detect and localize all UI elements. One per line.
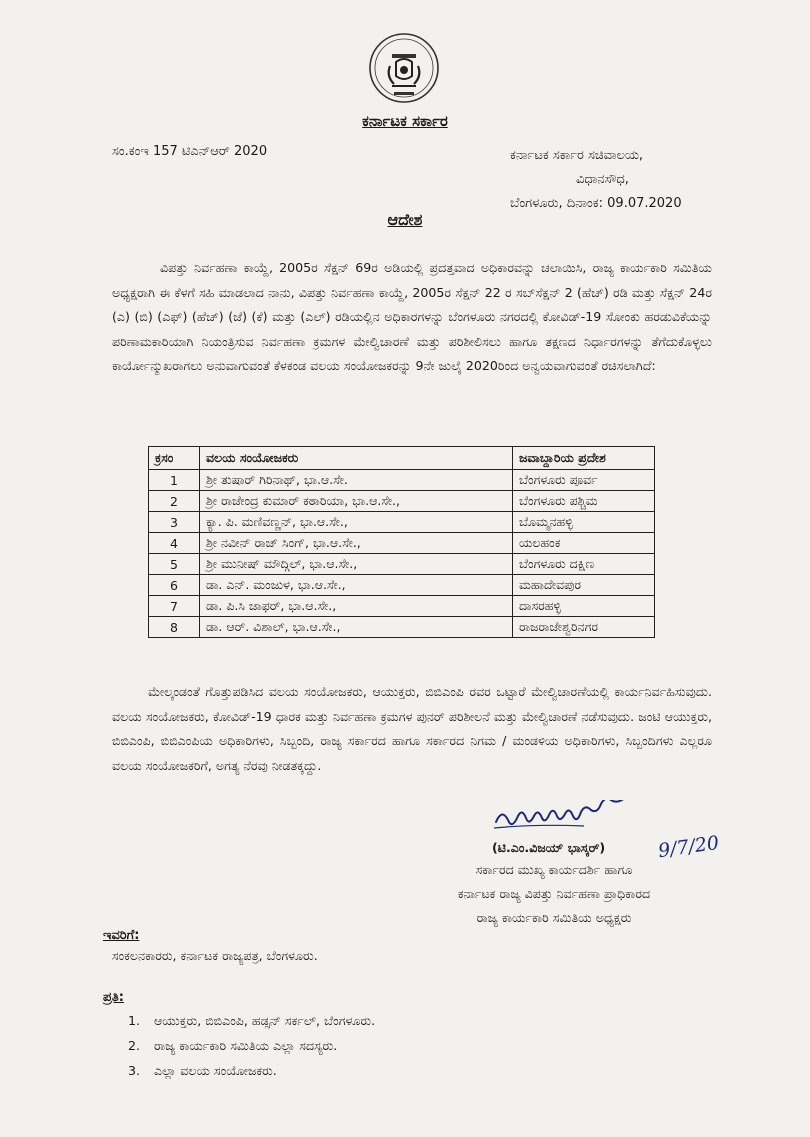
karnataka-emblem-icon (368, 32, 440, 104)
order-reference-number: ಸಂ.ಕಂಇ 157 ಟಿಎನ್ಆರ್ 2020 (112, 144, 268, 159)
zone-cell: ರಾಜರಾಜೇಶ್ವರಿನಗರ (513, 617, 655, 638)
serial-cell: 4 (149, 533, 200, 554)
order-paragraph (112, 256, 712, 379)
address-date-line: ಬೆಂಗಳೂರು, ದಿನಾಂಕ: 09.07.2020 (510, 196, 682, 211)
column-header-zone: ಜವಾಬ್ದಾರಿಯ ಪ್ರದೇಶ (513, 447, 655, 470)
list-item-number: 1. (128, 1013, 141, 1028)
zone-cell: ಮಹಾದೇವಪುರ (513, 575, 655, 596)
table-header-row (149, 447, 655, 470)
government-title: ಕರ್ನಾಟಕ ಸರ್ಕಾರ (362, 112, 448, 130)
list-item-text: ಆಯುಕ್ತರು, ಬಿಬಿಎಂಪಿ, ಹಡ್ಸನ್ ಸರ್ಕಲ್, ಬೆಂಗಳೂರು. (154, 1013, 376, 1028)
column-header-coordinator: ವಲಯ ಸಂಯೋಜಕರು (200, 447, 513, 470)
zone-coordinators-table (148, 446, 655, 638)
copy-list (128, 1008, 375, 1083)
list-item (128, 1008, 375, 1033)
coordinator-cell: ಶ್ರೀ ತುಷಾರ್ ಗಿರಿನಾಥ್, ಭಾ.ಆ.ಸೇ. (200, 470, 513, 491)
coordinator-cell: ಶ್ರೀ ಮುನೀಷ್ ಮೌದ್ಗಿಲ್, ಭಾ.ಆ.ಸೇ., (200, 554, 513, 575)
designation-line: ರಾಜ್ಯ ಕಾರ್ಯಕಾರಿ ಸಮಿತಿಯ ಅಧ್ಯಕ್ಷರು (476, 910, 632, 925)
serial-cell: 5 (149, 554, 200, 575)
zone-cell: ಬೆಂಗಳೂರು ಪೂರ್ವ (513, 470, 655, 491)
instructions-paragraph (112, 680, 712, 778)
serial-cell: 1 (149, 470, 200, 491)
designation-line: ಸರ್ಕಾರದ ಮುಖ್ಯ ಕಾರ್ಯದರ್ಶಿ ಹಾಗೂ (475, 862, 633, 877)
serial-cell: 2 (149, 491, 200, 512)
serial-cell: 3 (149, 512, 200, 533)
instructions-paragraph-text: ಮೇಲ್ಕಂಡಂತೆ ಗೊತ್ತುಪಡಿಸಿದ ವಲಯ ಸಂಯೋಜಕರು, ಆಯುಕ್ತರು, ಬಿಬಿಎಂಪಿ ರವರ ಒಟ್ಟಾರೆ ಮೇಲ್ವಿಚಾರಣೆಯಲ್ಲಿ ಕಾರ್ಯನಿರ್ವಹಿಸುವುದು. ವಲಯ ಸಂಯೋಜಕರು, ಕೋವಿಡ್-19 ಧಾರಕ ಮತ್ತು ನಿರ್ವಹಣಾ ಕ್ರಮಗಳ ಪುನರ್ ಪರಿಶೀಲನೆ ಮತ್ತು ಮೇಲ್ವಿಚಾರಣೆ ನಡೆಸುವುದು. ಜಂಟಿ ಆಯುಕ್ತರು, ಬಿಬಿಎಂಪಿ, ಬಿಬಿಎಂಪಿಯ ಅಧಿಕಾರಿಗಳು, ಸಿಬ್ಬಂದಿ, ರಾಜ್ಯ ಸರ್ಕಾರದ ಹಾಗೂ ಸರ್ಕಾರದ ನಿಗಮ / ಮಂಡಳಿಯ ಅಧಿಕಾರಿಗಳು, ಸಿಬ್ಬಂದಿಗಳು ಎಲ್ಲರೂ ವಲಯ ಸಂಯೋಜಕರಿಗೆ, ಅಗತ್ಯ ನೆರವು ನೀಡತಕ್ಕದ್ದು. (112, 684, 712, 773)
zone-cell: ದಾಸರಹಳ್ಳಿ (513, 596, 655, 617)
office-address (510, 144, 682, 216)
zone-cell: ಬೆಂಗಳೂರು ದಕ್ಷಿಣ (513, 554, 655, 575)
copy-label: ಪ್ರತಿ: (103, 990, 124, 1005)
table-row (149, 617, 655, 638)
zone-cell: ಬೆಂಗಳೂರು ಪಶ್ಚಿಮ (513, 491, 655, 512)
list-item-text: ಎಲ್ಲಾ ವಲಯ ಸಂಯೋಜಕರು. (154, 1063, 277, 1078)
list-item (128, 1033, 375, 1058)
coordinator-cell: ಡಾ. ಪಿ.ಸಿ ಜಾಫರ್, ಭಾ.ಆ.ಸೇ., (200, 596, 513, 617)
signer-name: (ಟಿ.ಎಂ.ವಿಜಯ್ ಭಾಸ್ಕರ್) (492, 840, 606, 855)
serial-cell: 6 (149, 575, 200, 596)
to-recipient: ಸಂಕಲನಕಾರರು, ಕರ್ನಾಟಕ ರಾಜ್ಯಪತ್ರ, ಬೆಂಗಳೂರು. (112, 948, 318, 963)
table-row (149, 491, 655, 512)
order-paragraph-text: ವಿಪತ್ತು ನಿರ್ವಹಣಾ ಕಾಯ್ದೆ, 2005ರ ಸೆಕ್ಷನ್ 69ರ ಅಡಿಯಲ್ಲಿ ಪ್ರದತ್ತವಾದ ಅಧಿಕಾರವನ್ನು ಚಲಾಯಿಸಿ, ರಾಜ್ಯ ಕಾರ್ಯಕಾರಿ ಸಮಿತಿಯ ಅಧ್ಯಕ್ಷರಾಗಿ ಈ ಕೆಳಗೆ ಸಹಿ ಮಾಡಲಾದ ನಾನು, ವಿಪತ್ತು ನಿರ್ವಹಣಾ ಕಾಯ್ದೆ, 2005ರ ಸೆಕ್ಷನ್ 22 ರ ಸಬ್‌ಸೆಕ್ಷನ್ 2 (ಹೆಚ್) ರಡಿ ಮತ್ತು ಸೆಕ್ಷನ್ 24ರ (ಎ) (ಬಿ) (ಎಫ್) (ಹೆಚ್) (ಜೆ) (ಕೆ) ಮತ್ತು (ಎಲ್) ರಡಿಯಲ್ಲಿನ ಅಧಿಕಾರಗಳನ್ನು ಬೆಂಗಳೂರು ನಗರದಲ್ಲಿ ಕೋವಿಡ್-19 ಸೋಂಕು ಹರಡುವಿಕೆಯನ್ನು ಪರಿಣಾಮಕಾರಿಯಾಗಿ ನಿಯಂತ್ರಿಸುವ ನಿರ್ವಹಣಾ ಕ್ರಮಗಳ ಮೇಲ್ವಿಚಾರಣೆ ಮತ್ತು ಪರಿಶೀಲಿಸಲು ಹಾಗೂ ತಕ್ಷಣದ ನಿರ್ಧಾರಗಳನ್ನು ತೆಗೆದುಕೊಳ್ಳಲು ಕಾರ್ಯೋನ್ಮುಖರಾಗಲು ಅನುವಾಗುವಂತೆ ಕೆಳಕಂಡ ವಲಯ ಸಂಯೋಜಕರನ್ನು 9ನೇ ಜುಲೈ 2020ರಿಂದ ಅನ್ವಯವಾಗುವಂತೆ ರಚಿಸಲಾಗಿದೆ: (112, 260, 712, 373)
zone-cell: ಯಲಹಂಕ (513, 533, 655, 554)
list-item-number: 3. (128, 1063, 141, 1078)
list-item-number: 2. (128, 1038, 141, 1053)
handwritten-signature (490, 800, 670, 840)
table-row (149, 533, 655, 554)
address-line: ಕರ್ನಾಟಕ ಸರ್ಕಾರ ಸಚಿವಾಲಯ, (510, 148, 644, 163)
serial-cell: 7 (149, 596, 200, 617)
coordinator-cell: ಡಾ. ಎನ್. ಮಂಜುಳ, ಭಾ.ಆ.ಸೇ., (200, 575, 513, 596)
designation-line: ಕರ್ನಾಟಕ ರಾಜ್ಯ ವಿಪತ್ತು ನಿರ್ವಹಣಾ ಪ್ರಾಧಿಕಾರದ (457, 886, 651, 901)
table-row (149, 512, 655, 533)
coordinator-cell: ಶ್ರೀ ರಾಜೇಂದ್ರ ಕುಮಾರ್ ಕಠಾರಿಯಾ, ಭಾ.ಆ.ಸೇ., (200, 491, 513, 512)
table-row (149, 470, 655, 491)
order-title: ಆದೇಶ (387, 210, 423, 229)
list-item (128, 1058, 375, 1083)
zone-cell: ಬೊಮ್ಮನಹಳ್ಳಿ (513, 512, 655, 533)
address-line: ವಿಧಾನಸೌಧ, (576, 172, 629, 187)
column-header-serial: ಕ್ರಸಂ (149, 447, 200, 470)
table-row (149, 596, 655, 617)
table-row (149, 575, 655, 596)
list-item-text: ರಾಜ್ಯ ಕಾರ್ಯಕಾರಿ ಸಮಿತಿಯ ಎಲ್ಲಾ ಸದಸ್ಯರು. (154, 1038, 338, 1053)
signature-date: 9/7/20 (656, 831, 721, 863)
coordinator-cell: ಶ್ರೀ ನವೀನ್ ರಾಜ್ ಸಿಂಗ್, ಭಾ.ಆ.ಸೇ., (200, 533, 513, 554)
table-row (149, 554, 655, 575)
serial-cell: 8 (149, 617, 200, 638)
coordinator-cell: ಡಾ. ಆರ್. ವಿಶಾಲ್, ಭಾ.ಆ.ಸೇ., (200, 617, 513, 638)
to-label: ಇವರಿಗೆ: (103, 928, 140, 943)
coordinator-cell: ಕ್ಯಾ. ಪಿ. ಮಣಿವಣ್ಣನ್, ಭಾ.ಆ.ಸೇ., (200, 512, 513, 533)
signer-designation (392, 858, 716, 930)
